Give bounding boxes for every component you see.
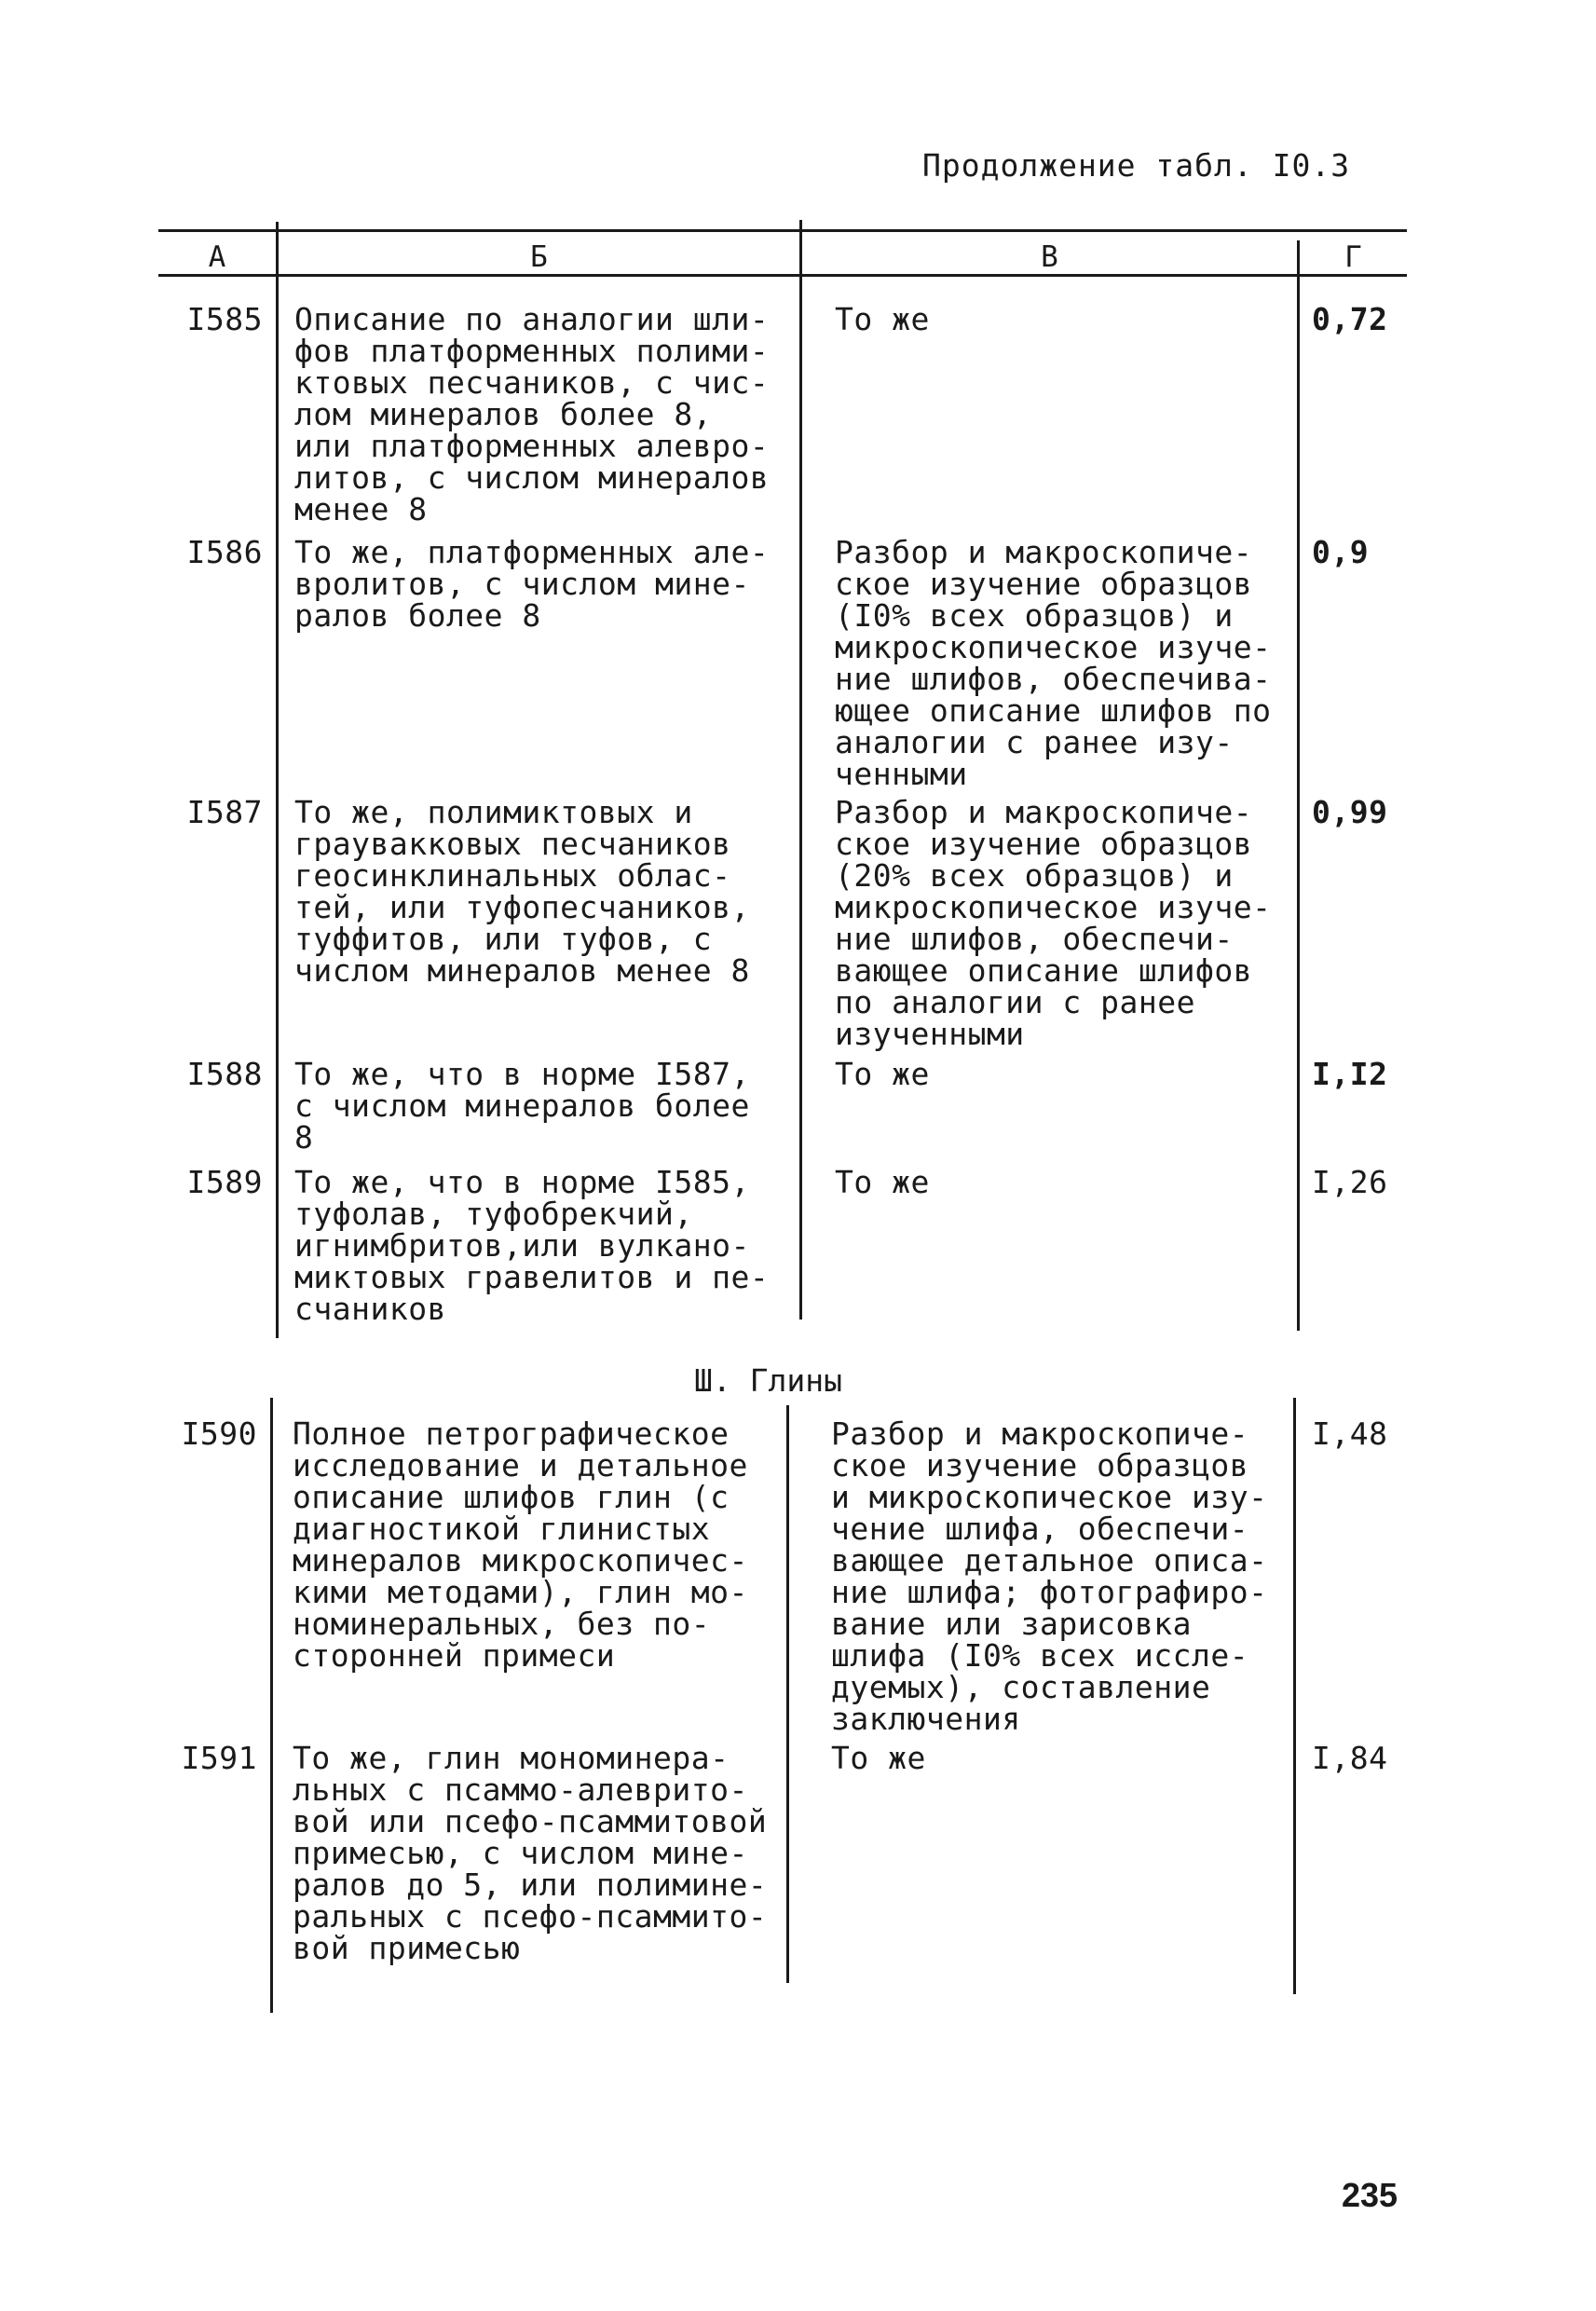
column-divider [276,222,279,1338]
row-number: I588 [186,1056,263,1092]
row-description: То же, что в норме I587, с числом минералов более 8 [294,1056,750,1156]
row-coefficient: I,26 [1312,1164,1388,1200]
row-coefficient: I,48 [1312,1415,1388,1452]
row-description: То же, глин мономинера- льных с псаммо-алеврито- вой или псефо-псаммитовой примесью, с числом мине- ралов до 5, или полимине- ральных с псефо-псаммито- вой примесью [293,1740,768,1966]
column-divider [1297,240,1300,1331]
header-col-v: В [1041,240,1058,274]
row-number: I587 [186,794,263,830]
row-method: То же [831,1740,926,1776]
table-top-rule [158,229,1407,232]
header-col-b: Б [530,240,548,274]
row-method: Разбор и макроскопиче- ское изучение образцов и микроскопическое изу- чение шлифа, обеспечи- вающее детальное описа- ние шлифа; фотографиро- вание или зарисовка шлифа (I0% всех иссле- дуемых), составление заключения [831,1415,1268,1737]
header-col-a: А [208,240,226,274]
row-coefficient: 0,99 [1312,794,1388,830]
row-number: I589 [186,1164,263,1200]
row-description: Описание по аналогии шли- фов платформенных полими- ктовых песчаников, с чис- лом минералов более 8, или платформенных алевро- литов, с числом минералов менее 8 [294,301,770,527]
row-method: То же [835,301,930,337]
row-number: I586 [186,534,263,570]
row-description: То же, платформенных але- вролитов, с числом мине- ралов более 8 [294,534,770,634]
column-divider [799,220,802,1320]
row-description: То же, полимиктовых и граувакковых песчаников геосинклинальных облас- тей, или туфопесчаников, туффитов, или туфов, с числом минералов менее 8 [294,794,750,989]
row-method: То же [835,1056,930,1092]
row-number: I585 [186,301,263,337]
column-divider [1293,1398,1296,1994]
row-number: I591 [181,1740,257,1776]
row-coefficient: I,I2 [1312,1056,1388,1092]
column-divider [786,1405,789,1983]
row-coefficient: I,84 [1312,1740,1388,1776]
row-coefficient: 0,72 [1312,301,1388,337]
header-col-g: Г [1344,240,1362,274]
row-method: Разбор и макроскопиче- ское изучение образцов (I0% всех образцов) и микроскопическое изуче- ние шлифов, обеспечива- ющее описание шлифов по аналогии с ранее изу- ченными [835,534,1272,792]
column-divider [270,1398,273,2013]
row-description: То же, что в норме I585, туфолав, туфобрекчий, игнимбритов,или вулкано- миктовых гравелитов и пе- счаников [294,1164,770,1327]
section-heading: Ш. Глины [694,1362,842,1399]
page-number: 235 [1342,2176,1398,2214]
continuation-title: Продолжение табл. I0.3 [922,147,1351,184]
row-coefficient: 0,9 [1312,534,1370,570]
table-header-rule [158,274,1407,277]
row-number: I590 [181,1415,257,1452]
row-method: То же [835,1164,930,1200]
row-method: Разбор и макроскопиче- ское изучение образцов (20% всех образцов) и микроскопическое изуче- ние шлифов, обеспечи- вающее описание шлифов по аналогии с ранее изученными [835,794,1272,1052]
row-description: Полное петрографическое исследование и детальное описание шлифов глин (с диагностикой глинистых минералов микроскопичес- кими методами), глин мо- номинеральных, без по- сторонней примеси [293,1415,748,1674]
